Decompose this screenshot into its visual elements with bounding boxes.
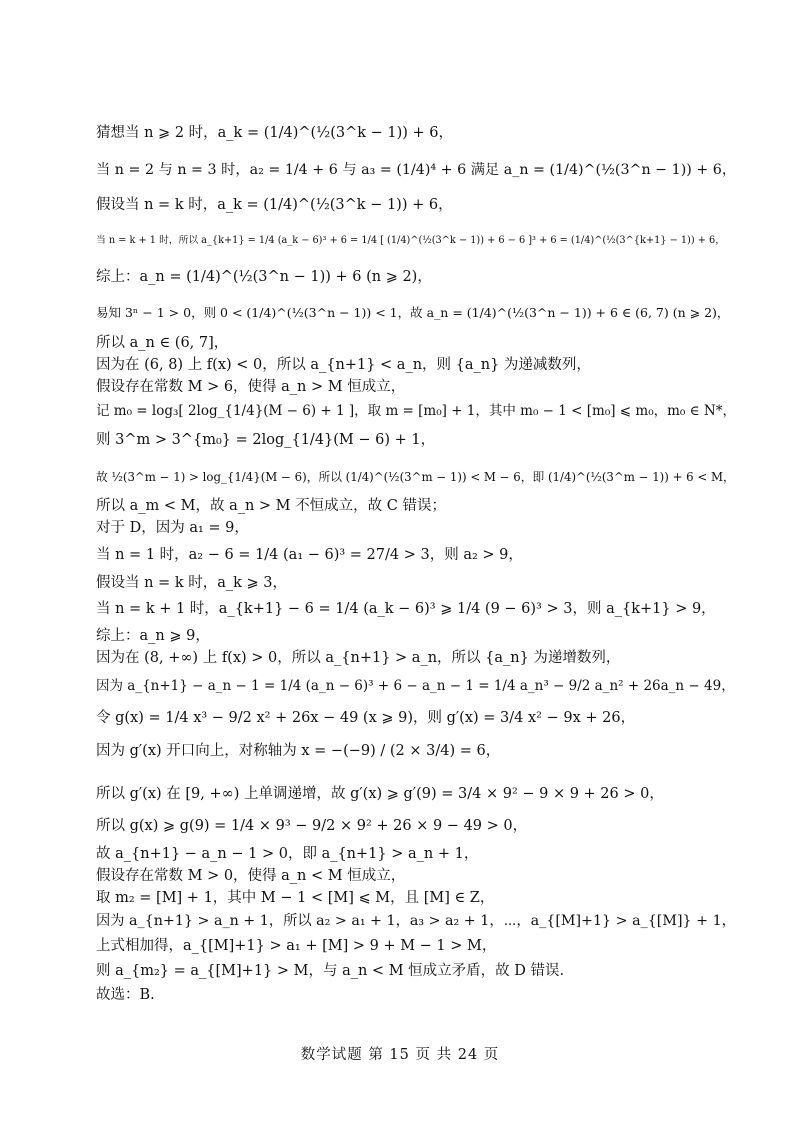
text-line: 故 a_{n+1} − a_n − 1 > 0，即 a_{n+1} > a_n + 1， — [96, 846, 479, 862]
text-line: 则 a_{m₂} = a_{[M]+1} > M，与 a_n < M 恒成立矛盾，故 D 错误. — [96, 963, 565, 979]
text-line: 故选：B. — [96, 987, 155, 1003]
text-line: 猜想当 n ⩾ 2 时，a_k = (1/4)^(½(3^k − 1)) + 6， — [96, 125, 454, 141]
text-line: 因为 g′(x) 开口向上，对称轴为 x = −(−9) / (2 × 3/4) = 6， — [96, 743, 501, 759]
text-line: 易知 3ⁿ − 1 > 0，则 0 < (1/4)^(½(3^n − 1)) < 1，故 a_n = (1/4)^(½(3^n − 1)) + 6 ∈ (6, 7) (n ⩾ 2)， — [96, 305, 730, 320]
text-line: 因为在 (6, 8) 上 f(x) < 0，所以 a_{n+1} < a_n，则 {a_n} 为递减数列， — [96, 357, 591, 373]
text-line: 当 n = 1 时，a₂ − 6 = 1/4 (a₁ − 6)³ = 27/4 > 3，则 a₂ > 9， — [96, 547, 523, 563]
text-line: 则 3^m > 3^{m₀} = 2log_{1/4}(M − 6) + 1， — [96, 432, 436, 448]
text-line: 综上：a_n = (1/4)^(½(3^n − 1)) + 6 (n ⩾ 2)， — [96, 269, 432, 285]
text-line: 所以 g′(x) 在 [9, +∞) 上单调递增，故 g′(x) ⩾ g′(9) = 3/4 × 9² − 9 × 9 + 26 > 0， — [96, 786, 664, 802]
text-line: 所以 g(x) ⩾ g(9) = 1/4 × 9³ − 9/2 × 9² + 26 × 9 − 49 > 0， — [96, 818, 528, 834]
page-footer: 数学试题 第 15 页 共 24 页 — [300, 1047, 500, 1063]
text-line: 因为 a_{n+1} − a_n − 1 = 1/4 (a_n − 6)³ + 6 − a_n − 1 = 1/4 a_n³ − 9/2 a_n² + 26a_n − 49， — [96, 678, 735, 694]
text-line: 假设当 n = k 时，a_k ⩾ 3， — [96, 575, 287, 591]
text-line: 记 m₀ = log₃[ 2log_{1/4}(M − 6) + 1 ]，取 m = [m₀] + 1，其中 m₀ − 1 < [m₀] ⩽ m₀，m₀ ∈ N*， — [96, 403, 736, 419]
text-line: 假设存在常数 M > 0，使得 a_n < M 恒成立， — [96, 868, 406, 884]
text-line: 因为在 (8, +∞) 上 f(x) > 0，所以 a_{n+1} > a_n，所以 {a_n} 为递增数列， — [96, 650, 621, 666]
text-line: 所以 a_m < M，故 a_n > M 不恒成立，故 C 错误； — [96, 498, 446, 514]
text-line: 当 n = 2 与 n = 3 时，a₂ = 1/4 + 6 与 a₃ = (1/4)⁴ + 6 满足 a_n = (1/4)^(½(3^n − 1)) + 6， — [96, 162, 737, 178]
text-line: 取 m₂ = [M] + 1，其中 M − 1 < [M] ⩽ M，且 [M] ∈ Z， — [96, 890, 495, 906]
text-line: 当 n = k + 1 时，所以 a_{k+1} = 1/4 (a_k − 6)³ + 6 = 1/4 [ (1/4)^(½(3^k − 1)) + 6 − 6 ]³ + 6 = (1/4)^(½(3^{k+1} − 1)) + 6， — [96, 235, 725, 246]
text-line: 综上：a_n ⩾ 9， — [96, 628, 210, 644]
text-line: 当 n = k + 1 时，a_{k+1} − 6 = 1/4 (a_k − 6)³ ⩾ 1/4 (9 − 6)³ > 3，则 a_{k+1} > 9， — [96, 601, 716, 617]
text-line: 上式相加得，a_{[M]+1} > a₁ + [M] > 9 + M − 1 > M， — [96, 938, 497, 954]
text-line: 假设当 n = k 时，a_k = (1/4)^(½(3^k − 1)) + 6， — [96, 197, 453, 213]
text-line: 故 ½(3^m − 1) > log_{1/4}(M − 6)，所以 (1/4)^(½(3^m − 1)) < M − 6，即 (1/4)^(½(3^m − 1)) + 6 < M， — [96, 470, 735, 484]
text-line: 因为 a_{n+1} > a_n + 1，所以 a₂ > a₁ + 1，a₃ > a₂ + 1，⋯，a_{[M]+1} > a_{[M]} + 1， — [96, 913, 736, 929]
text-line: 令 g(x) = 1/4 x³ − 9/2 x² + 26x − 49 (x ⩾ 9)，则 g′(x) = 3/4 x² − 9x + 26， — [96, 710, 636, 726]
text-line: 对于 D，因为 a₁ = 9， — [96, 520, 249, 536]
text-line: 所以 a_n ∈ (6, 7]， — [96, 335, 229, 351]
text-line: 假设存在常数 M > 6，使得 a_n > M 恒成立， — [96, 379, 406, 395]
